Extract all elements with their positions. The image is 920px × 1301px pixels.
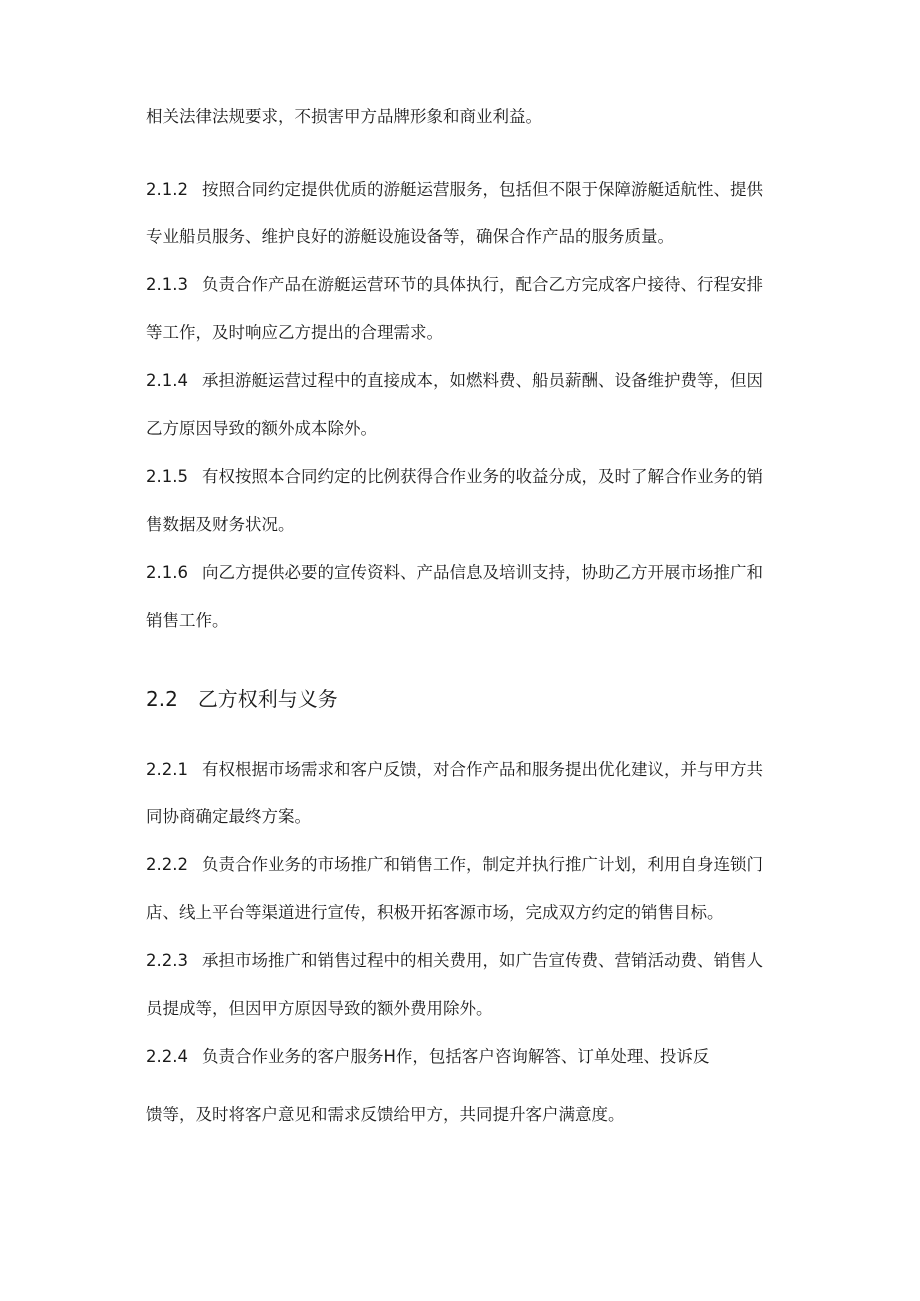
clause-text: 有权按照本合同约定的比例获得合作业务的收益分成，及时了解合作业务的销 (201, 467, 763, 486)
section-number: 2.2 (146, 687, 178, 711)
clause-number: 2.1.6 (146, 563, 188, 582)
clause-2-1-4-line-1 (146, 370, 763, 392)
clause-number: 2.1.2 (146, 180, 188, 199)
clause-2-1-5-line-1 (146, 466, 763, 488)
clause-2-2-2-line-1 (146, 854, 763, 876)
clause-number: 2.2.4 (146, 1047, 188, 1066)
clause-number: 2.1.3 (146, 275, 188, 294)
paragraph-line: 相关法律法规要求，不损害甲方品牌形象和商业利益。 (146, 107, 542, 126)
clause-2-2-3-line-1 (146, 950, 763, 972)
clause-2-1-5-line-2: 售数据及财务状况。 (146, 515, 295, 534)
clause-text: 向乙方提供必要的宣传资料、产品信息及培训支持，协助乙方开展市场推广和 (201, 563, 763, 582)
clause-2-1-3-line-2: 等工作，及时响应乙方提出的合理需求。 (146, 323, 443, 342)
clause-text: 负责合作产品在游艇运营环节的具体执行，配合乙方完成客户接待、行程安排 (201, 275, 763, 294)
clause-2-2-1-line-1 (146, 759, 763, 781)
clause-2-1-3-line-1 (146, 274, 763, 296)
clause-text: 按照合同约定提供优质的游艇运营服务，包括但不限于保障游艇适航性、提供 (201, 180, 763, 199)
clause-2-1-2-line-1 (146, 179, 763, 201)
clause-2-1-6-line-1 (146, 562, 763, 584)
clause-2-2-3-line-2: 员提成等，但因甲方原因导致的额外费用除外。 (146, 999, 493, 1018)
clause-2-1-4-line-2: 乙方原因导致的额外成本除外。 (146, 419, 377, 438)
clause-text: 承担游艇运营过程中的直接成本，如燃料费、船员薪酬、设备维护费等，但因 (201, 371, 763, 390)
clause-text: 负责合作业务的客户服务H作，包括客户咨询解答、订单处理、投诉反 (201, 1047, 710, 1066)
clause-number: 2.1.5 (146, 467, 188, 486)
clause-text: 承担市场推广和销售过程中的相关费用，如广告宣传费、营销活动费、销售人 (201, 951, 763, 970)
clause-2-2-4-line-1 (146, 1046, 709, 1068)
clause-2-1-2-line-2: 专业船员服务、维护良好的游艇设施设备等，确保合作产品的服务质量。 (146, 227, 674, 246)
clause-2-2-2-line-2: 店、线上平台等渠道进行宣传，积极开拓客源市场，完成双方约定的销售目标。 (146, 903, 724, 922)
clause-number: 2.2.1 (146, 760, 188, 779)
clause-2-2-1-line-2: 同协商确定最终方案。 (146, 807, 311, 826)
clause-text: 负责合作业务的市场推广和销售工作，制定并执行推广计划，利用自身连锁门 (201, 855, 763, 874)
clause-2-2-4-line-2: 馈等，及时将客户意见和需求反馈给甲方，共同提升客户满意度。 (146, 1105, 625, 1124)
clause-text: 有权根据市场需求和客户反馈，对合作产品和服务提出优化建议，并与甲方共 (201, 760, 763, 779)
clause-2-1-6-line-2: 销售工作。 (146, 611, 229, 630)
clause-number: 2.2.2 (146, 855, 188, 874)
clause-number: 2.2.3 (146, 951, 188, 970)
clause-number: 2.1.4 (146, 371, 188, 390)
section-title: 乙方权利与义务 (197, 687, 338, 711)
section-heading-2-2 (146, 686, 338, 712)
